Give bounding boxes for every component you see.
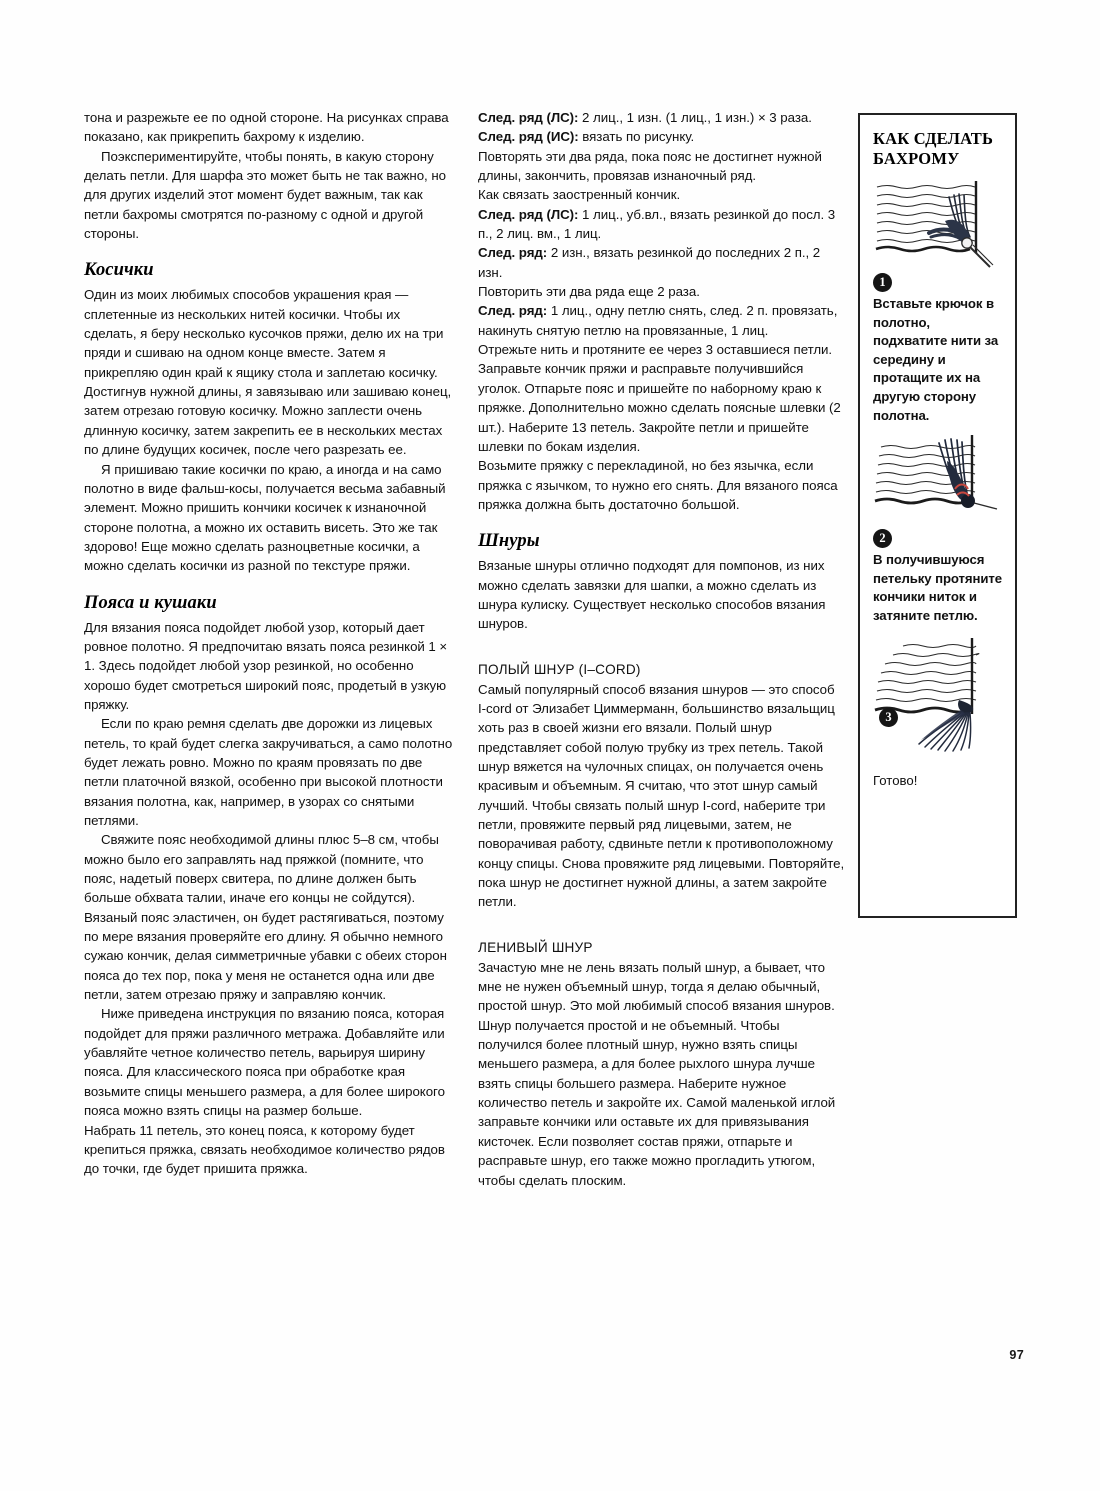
instruction-row [478, 243, 846, 282]
row-text: 1 лиц., одну петлю снять, след. 2 п. провязать, накинуть снятую петлю на провязанные, 1 лиц. [478, 303, 838, 338]
paragraph: Вязаные шнуры отлично подходят для помпонов, из них можно сделать завязки для шапки, а можно сделать из шнура кулиску. Существует несколько способов вязания шнуров. [478, 558, 826, 632]
row-label: След. ряд (ИС): [478, 129, 579, 145]
section-heading-kosichki: Косички [84, 260, 154, 281]
instruction-row [478, 205, 846, 244]
instruction-row [478, 108, 846, 127]
page-number: 97 [1009, 1348, 1024, 1362]
text-column-left [84, 108, 456, 1179]
paragraph: Если по краю ремня сделать две дорожки из лицевых петель, то край будет слегка закручиваться, а само полотно будет лежать ровно. Можно по краям провязать по две петли платочной вязкой, особенно при высокой плотности вязания полотна, как, например, в узорах со снятыми петлями. [84, 716, 453, 828]
step-number-badge: 3 [879, 708, 898, 727]
knit-fabric-hook-illustration [873, 175, 1006, 271]
subheading-lazy-cord: ЛЕНИВЫЙ ШНУР [478, 939, 593, 955]
step-1-badge-row [873, 273, 1002, 292]
paragraph: Отрежьте нить и протяните ее через 3 оставшиеся петли. Заправьте кончик пряжи и расправьте получившийся уголок. Отпарьте пояс и пришейте по наборному краю к пряжке. Дополнительно можно сделать поясные шлевки (2 шт.). Наберите 13 петель. Закройте петли и пришейте шлевки по бокам изделия. [478, 342, 841, 454]
paragraph: Как связать заостренный кончик. [478, 187, 681, 203]
row-text: 1 лиц., уб.вл., вязать резинкой до посл. 3 п., 2 лиц. вм., 1 лиц. [478, 206, 836, 242]
paragraph: Повторить эти два ряда еще 2 раза. [478, 284, 700, 300]
paragraph: Повторять эти два ряда, пока пояс не достигнет нужной длины, закончить, провязав изнаночный ряд. [478, 148, 822, 184]
fringe-illustration-step-3 [873, 634, 1002, 762]
text-column-right [478, 108, 846, 1190]
paragraph: Я пришиваю такие косички по краю, а иногда и на само полотно в виде фальш-косы, получается весьма забавный элемент. Можно пришить кончики косичек к изнаночной стороне полотна, а можно их оставить висеть. Это же так здорово! Еще можно сделать разноцветные косички, а можно сделать косички из разной по текстуре пряжи. [84, 461, 446, 574]
step-number-badge: 1 [873, 273, 892, 292]
step-2-text: В получившуюся петельку протяните кончики ниток и затяните петлю. [873, 552, 1002, 623]
row-label: След. ряд (ЛС): [478, 206, 579, 222]
paragraph: Самый популярный способ вязания шнуров — это способ I-cord от Элизабет Циммерманн, большинство вязальщиц хоть раз в своей жизни его вязали. Полый шнур представляет собой полую трубку из трех петель. Такой шнур вяжется на чулочных спицах, он получается очень красивым и объемным. Я считаю, что этот шнур самый лучший. Чтобы связать полый шнур I-cord, наберите три петли, провяжите первый ряд лицевыми, затем, не поворачивая работу, сдвиньте петли к противоположному концу спицы. Снова провяжите ряд лицевыми. Повторяйте, пока шнур не достигнет нужной длины, а затем закройте петли. [478, 681, 845, 910]
paragraph: Свяжите пояс необходимой длины плюс 5–8 см, чтобы можно было его заправлять над пряжкой (помните, что пояс, надетый поверх свитера, по длине должен быть больше обхвата талии, иначе его концы не сойдутся). Вязаный пояс эластичен, он будет растягиваться, поэтому по мере вязания проверяйте его длину. Я обычно немного сужаю кончик, делая симметричные убавки с обеих сторон пояса до тех пор, пока у меня не останется одна или две петли, затем отрезаю пряжу и заправляю кончик. [84, 832, 447, 1003]
row-label: След. ряд: [478, 303, 548, 319]
section-heading-poyasa: Пояса и кушаки [84, 592, 217, 613]
paragraph: тона и разрежьте ее по одной стороне. На рисунках справа показано, как прикрепить бахрому к изделию. [84, 110, 449, 145]
fringe-illustration-step-2 [873, 431, 1002, 527]
instruction-row [478, 301, 846, 340]
paragraph: Для вязания пояса подойдет любой узор, который дает ровное полотно. Я предпочитаю вязать пояса резинкой 1 × 1. Здесь подойдет любой узор резинкой, но особенно хорошо будет смотреться широкий пояс, продетый в узкую пряжку. [84, 619, 448, 712]
sidebar-how-to-make-fringe [858, 113, 1017, 918]
paragraph: Зачастую мне не лень вязать полый шнур, а бывает, что мне не нужен объемный шнур, тогда я делаю обычный, простой шнур. Это мой любимый способ вязания шнуров. Шнур получается простой и не объемный. Чтобы получился более плотный шнур, нужно взять спицы меньшего размера, а для более рыхлого шнура лучше взять спицы большего размера. Наберите нужное количество петель и закройте их. Самой маленькой иглой заправьте кончики или оставьте их для привязывания кисточек. Если позволяет состав пряжи, отпарьте и расправьте шнур, его также можно прогладить утюгом, чтобы сделать плоским. [478, 959, 836, 1188]
step-3-text: Готово! [873, 772, 918, 788]
fringe-illustration-step-1 [873, 175, 1002, 271]
row-text: 2 изн., вязать резинкой до последних 2 п., 2 изн. [478, 245, 821, 280]
sidebar-title: КАК СДЕЛАТЬ БАХРОМУ [873, 129, 994, 168]
row-label: След. ряд (ЛС): [478, 110, 579, 125]
section-heading-shnury: Шнуры [478, 531, 540, 552]
step-number-badge: 2 [873, 529, 892, 548]
paragraph: Набрать 11 петель, это конец пояса, к которому будет крепиться пряжка, связать необходимое количество рядов до точки, где будет пришита пряжка. [84, 1122, 445, 1177]
pull-loop-illustration [873, 431, 1006, 527]
paragraph: Возьмите пряжку с перекладиной, но без язычка, если пряжка с язычком, то нужно его снять. Для вязаного пояса пряжка должна быть достаточно большой. [478, 458, 838, 512]
paragraph: Один из моих любимых способов украшения края — сплетенные из нескольких нитей косички. Чтобы их сделать, я беру несколько кусочков пряжи, делю их на три пряди и сшиваю на одном конце вместе. Затем я прикрепляю один край к ящику стола и заплетаю косичку. Достигнув нужной длины, я завязываю или зашиваю конец, затем отрезаю готовую косичку. Можно заплести очень длинную косичку, затем закрепить ее в нескольких местах по длине будущих косичек, после чего разрезать ее. [84, 287, 452, 458]
row-label: След. ряд: [478, 245, 548, 261]
row-text: 2 лиц., 1 изн. (1 лиц., 1 изн.) × 3 раза. [578, 110, 812, 125]
paragraph: Поэкспериментируйте, чтобы понять, в какую сторону делать петли. Для шарфа это может быть не так важно, но для других изделий этот момент будет важным, так как петли бахромы смотрятся по-разному с одной и другой стороны. [84, 148, 446, 242]
step-1-text: Вставьте крючок в полотно, подхватите нити за середину и протащите их на другую сторону полотна. [873, 296, 999, 423]
paragraph: Ниже приведена инструкция по вязанию пояса, которая подойдет для пряжи различного метража. Добавляйте или убавляйте четное количество петель, варьируя ширину пояса. Для классического пояса при обработке края возьмите спицы меньшего размера, а для более широкого пояса можно взять спицы на размер больше. [84, 1006, 445, 1119]
row-text: вязать по рисунку. [578, 129, 695, 145]
finished-fringe-illustration [873, 634, 1006, 762]
step-2-badge-row [873, 529, 1002, 548]
subheading-icord: ПОЛЫЙ ШНУР (I–CORD) [478, 661, 641, 677]
instruction-row [478, 127, 846, 146]
